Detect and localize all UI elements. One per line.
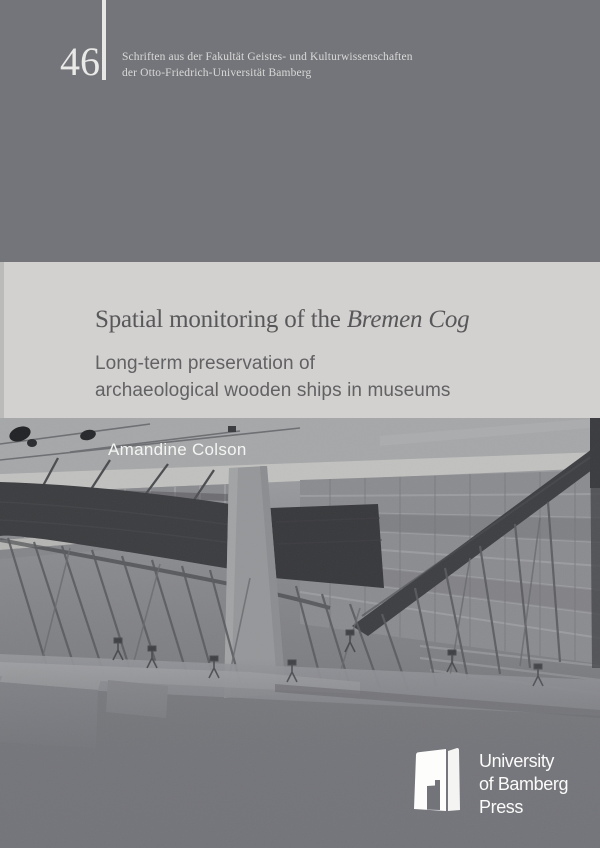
series-title bbox=[122, 49, 413, 81]
publisher-name-line3: Press bbox=[479, 797, 524, 817]
book-subtitle-line1: Long-term preservation of bbox=[95, 353, 316, 374]
book-title-italic: Bremen Cog bbox=[346, 306, 470, 333]
series-title-line1: Schriften aus der Fakultät Geistes- und Kulturwissenschaften bbox=[122, 51, 413, 63]
publisher-logo-icon bbox=[413, 748, 461, 814]
publisher-name-line1: University bbox=[479, 751, 555, 771]
open-book-gate-icon bbox=[414, 748, 460, 811]
book-subtitle bbox=[95, 350, 451, 404]
book-subtitle-line2: archaeological wooden ships in museums bbox=[95, 380, 451, 401]
series-number: 46 bbox=[60, 39, 100, 84]
series-divider-line bbox=[102, 0, 106, 80]
publisher-name bbox=[479, 750, 568, 819]
book-title-regular: Spatial monitoring of the bbox=[95, 306, 347, 333]
publisher-name-line2: of Bamberg bbox=[479, 774, 569, 794]
title-band bbox=[0, 262, 600, 418]
book-title bbox=[95, 306, 469, 334]
author-name: Amandine Colson bbox=[108, 440, 247, 459]
series-title-line2: der Otto-Friedrich-Universität Bamberg bbox=[122, 67, 312, 79]
